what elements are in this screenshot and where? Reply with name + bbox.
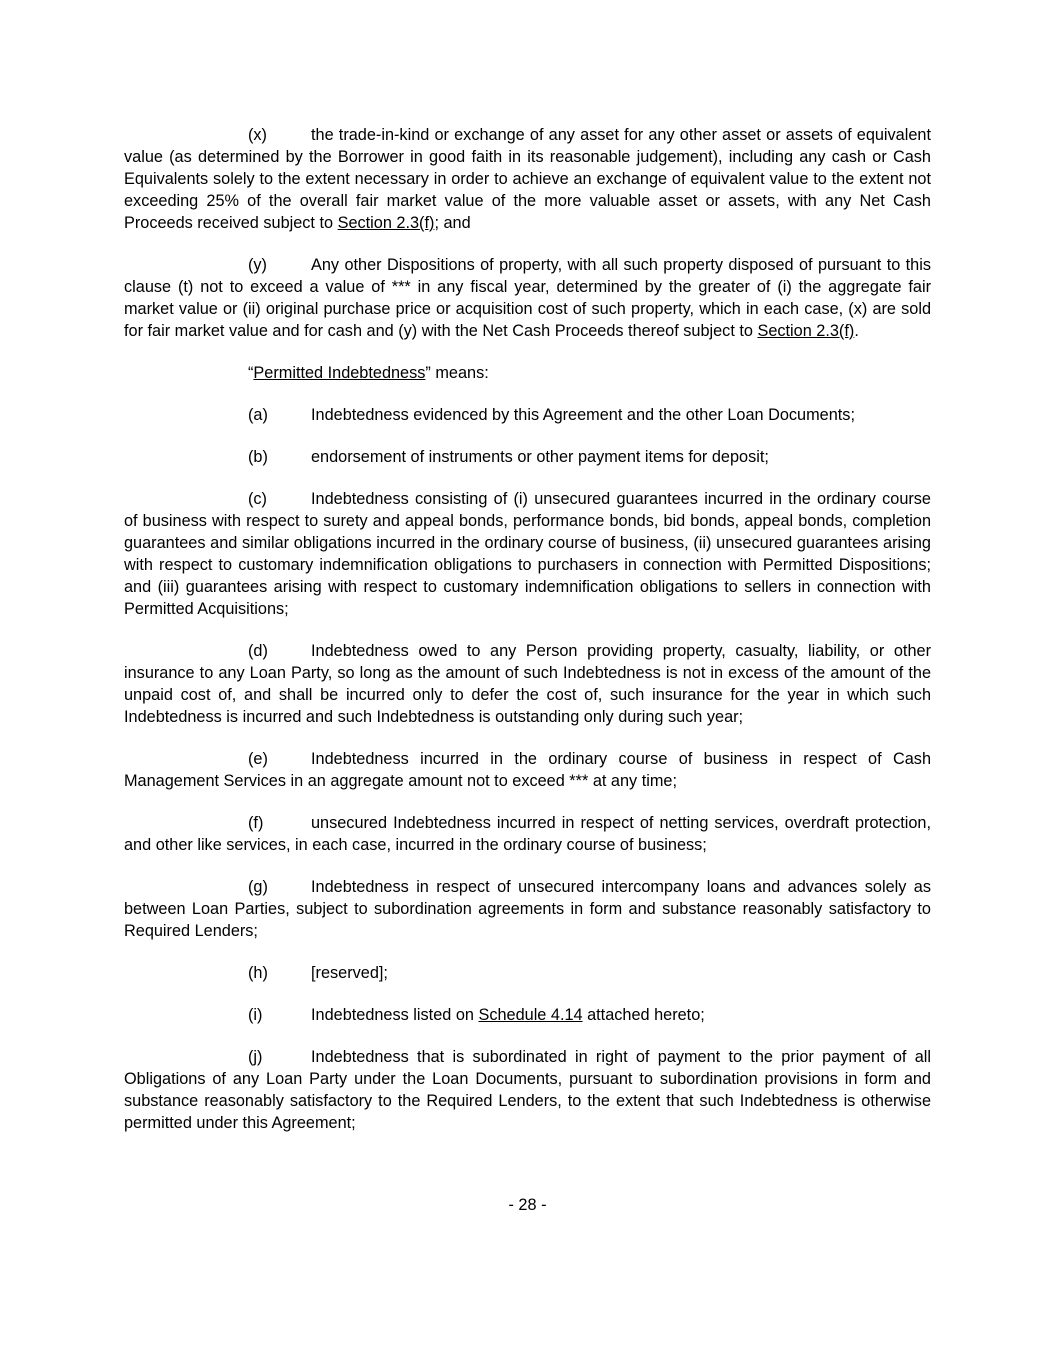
page-number: - 28 - xyxy=(508,1196,547,1214)
clause-text: Indebtedness consisting of (i) unsecured guarantees incurred in the ordinary course of business with respect to surety and appeal bonds, performance bonds, bid bonds, appeal bonds, completion guarantees and similar obligations incurred in the ordinary course of business, (ii) unsecured guarantees arising with respect to customary indemnification obligations to purchasers in connection with Permitted Dispositions; and (iii) guarantees arising with respect to customary indemnification obligations to sellers in connection with Permitted Acquisitions; xyxy=(124,490,931,618)
clause-b xyxy=(124,446,931,468)
clause-text: the trade-in-kind or exchange of any asset for any other asset or assets of equivalent value (as determined by the Borrower in good faith in its reasonable judgement), including any cash or Cash Equivalents solely to the extent necessary in order to achieve an exchange of equivalent value to the extent not exceeding 25% of the overall fair market value of the more valuable asset or assets, with any Net Cash Proceeds received subject to xyxy=(124,126,931,232)
clause-d xyxy=(124,640,931,728)
clause-number: (a) xyxy=(248,406,268,424)
clause-g xyxy=(124,876,931,942)
clause-x xyxy=(124,124,931,234)
clause-number: (x) xyxy=(248,126,267,144)
clause-text-end: . xyxy=(854,322,859,340)
clause-text: [reserved]; xyxy=(311,964,388,982)
clause-text: Any other Dispositions of property, with all such property disposed of pursuant to this clause (t) not to exceed a value of *** in any fiscal year, determined by the greater of (i) the aggregate fair market value or (ii) original purchase price or acquisition cost of such property, which in each case, (x) are sold for fair market value and for cash and (y) with the Net Cash Proceeds thereof subject to xyxy=(124,256,931,340)
clause-number: (g) xyxy=(248,878,268,896)
clause-text-end: attached hereto; xyxy=(582,1006,705,1024)
clause-number: (j) xyxy=(248,1048,263,1066)
section-reference-link: Section 2.3(f) xyxy=(337,214,435,232)
clause-h xyxy=(124,962,931,984)
clause-number: (c) xyxy=(248,490,267,508)
schedule-reference-link: Schedule 4.14 xyxy=(478,1006,583,1024)
clause-a xyxy=(124,404,931,426)
defined-term: Permitted Indebtedness xyxy=(253,364,426,382)
document-page xyxy=(124,124,931,1154)
clause-text: Indebtedness listed on xyxy=(311,1006,479,1024)
clause-text: unsecured Indebtedness incurred in respect of netting services, overdraft protection, and other like services, in each case, incurred in the ordinary course of business; xyxy=(124,814,931,854)
clause-text-end: ; and xyxy=(434,214,471,232)
clause-text: Indebtedness evidenced by this Agreement and the other Loan Documents; xyxy=(311,406,855,424)
clause-number: (f) xyxy=(248,814,264,832)
clause-y xyxy=(124,254,931,342)
clause-e xyxy=(124,748,931,792)
clause-number: (b) xyxy=(248,448,268,466)
clause-number: (i) xyxy=(248,1006,263,1024)
clause-text: Indebtedness that is subordinated in right of payment to the prior payment of all Obligations of any Loan Party under the Loan Documents, pursuant to subordination provisions in form and substance reasonably satisfactory to the Required Lenders, to the extent that such Indebtedness is otherwise permitted under this Agreement; xyxy=(124,1048,931,1132)
clause-text: Indebtedness incurred in the ordinary course of business in respect of Cash Management Services in an aggregate amount not to exceed *** at any time; xyxy=(124,750,931,790)
clause-number: (h) xyxy=(248,964,268,982)
clause-c xyxy=(124,488,931,620)
clause-number: (y) xyxy=(248,256,267,274)
clause-j xyxy=(124,1046,931,1134)
clause-number: (d) xyxy=(248,642,268,660)
clause-text: endorsement of instruments or other payment items for deposit; xyxy=(311,448,769,466)
clause-text: Indebtedness owed to any Person providing property, casualty, liability, or other insurance to any Loan Party, so long as the amount of such Indebtedness is not in excess of the amount of the unpaid cost of, and shall be incurred only to defer the cost of, such insurance for the year in which such Indebtedness is incurred and such Indebtedness is outstanding only during such year; xyxy=(124,642,931,726)
clause-text: Indebtedness in respect of unsecured intercompany loans and advances solely as between Loan Parties, subject to subordination agreements in form and substance reasonably satisfactory to Required Lenders; xyxy=(124,878,931,940)
definition-means: ” means: xyxy=(425,364,489,382)
open-quote: “ xyxy=(248,364,254,382)
clause-number: (e) xyxy=(248,750,268,768)
clause-f xyxy=(124,812,931,856)
definition-heading xyxy=(124,362,931,384)
clause-i xyxy=(124,1004,931,1026)
section-reference-link: Section 2.3(f) xyxy=(757,322,855,340)
